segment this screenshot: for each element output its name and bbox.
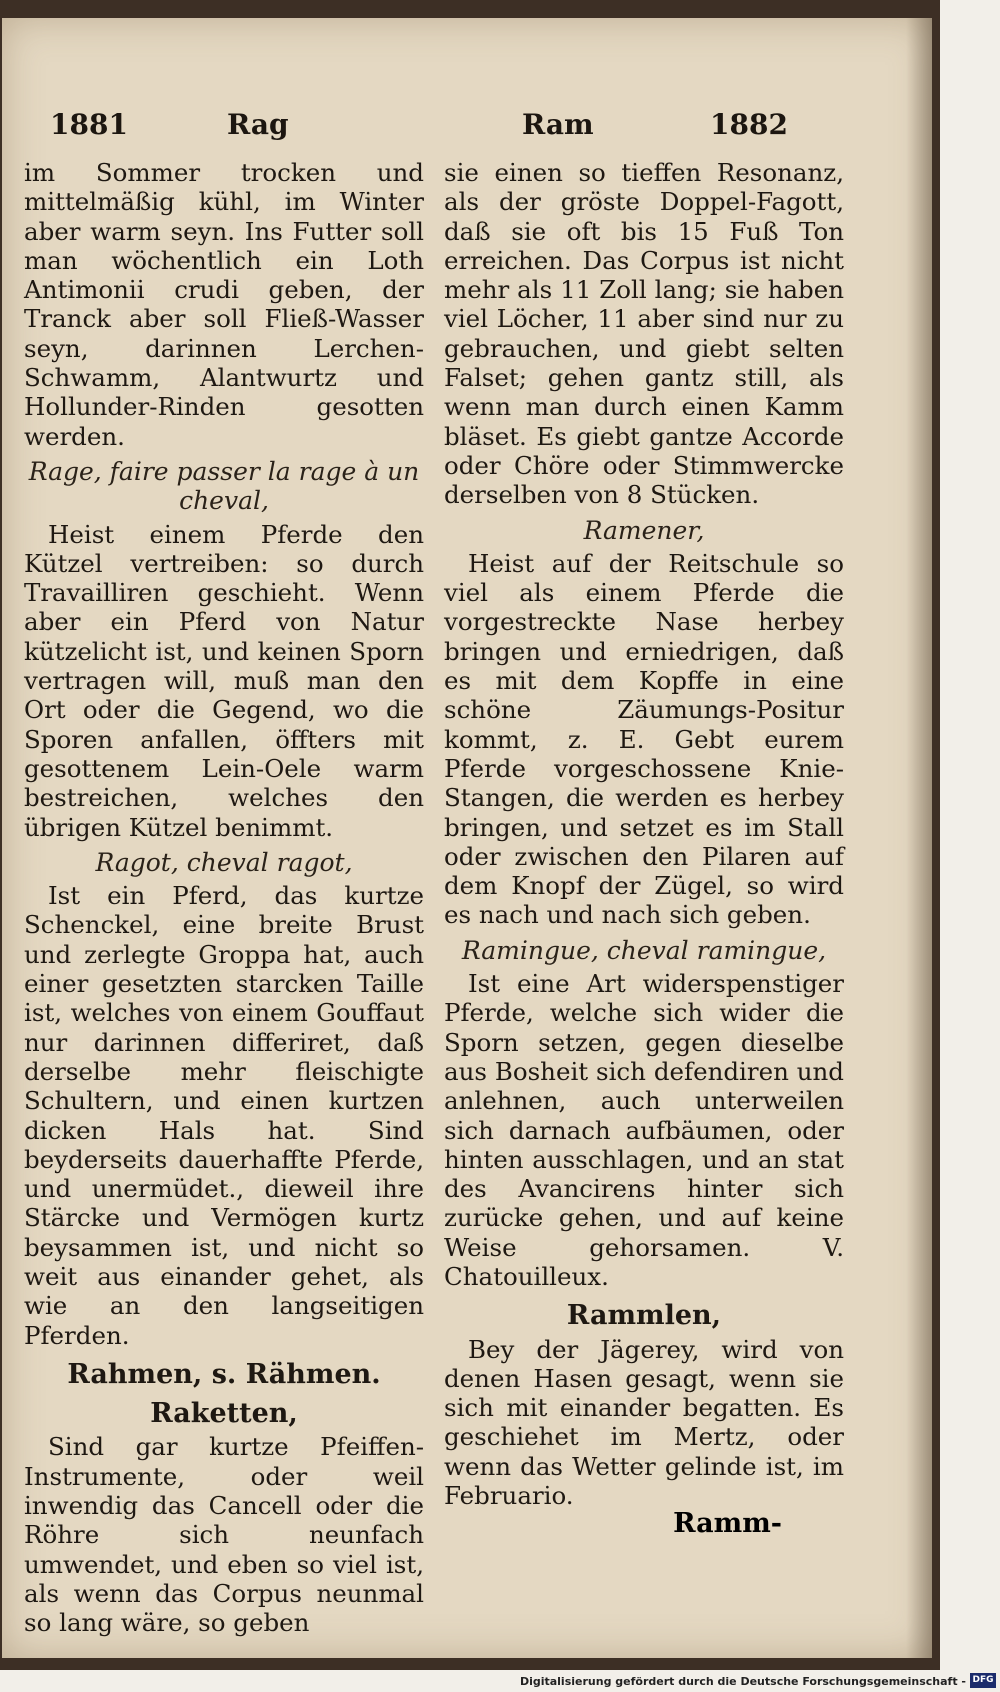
footer-credit: Digitalisierung gefördert durch die Deutsche Forschungsgemeinschaft - [519, 1675, 966, 1688]
right-lemma-ramener: Ramener, [583, 515, 705, 545]
right-paragraph-1: sie einen so tieffen Resonanz, als der gröste Doppel-Fagott, daß sie oft bis 15 Fuß Ton erreichen. Das Corpus ist nicht mehr als 11 Zoll lang; sie haben viel Löcher, 11 aber sind nur zu gebrauchen, und giebt selten Falset; gehen gantz still, als wenn man durch einen Kamm bläset. Es giebt gantze Accorde oder Chöre oder Stimmwercke derselben von 8 Stücken. [444, 158, 844, 510]
running-head-left: Rag [227, 108, 289, 141]
right-paragraph-2: Heist auf der Reitschule so viel als einem Pferde die vorgestreckte Nase herbey bringen und erniedrigen, daß es mit dem Kopffe in eine schöne Zäumungs-Positur kommt, z. E. Gebt eurem Pferde vorgeschossene Knie-Stangen, die werden es herbey bringen, und setzet es im Stall oder zwischen den Pilaren auf dem Knopf der Zügel, so wird es nach und nach sich geben. [444, 548, 844, 930]
left-lemma-ragot: Ragot, cheval ragot, [95, 847, 353, 877]
left-lemma-raketten: Raketten, [150, 1398, 298, 1430]
right-paragraph-4: Bey der Jägerey, wird von denen Hasen gesagt, wenn sie sich mit einander begatten. Es geschiehet im Mertz, oder wenn das Wetter gelinde ist, im Februario. [444, 1334, 844, 1511]
right-lemma-ramingue: Ramingue, cheval ramingue, [461, 935, 827, 965]
dfg-logo-icon: DFG [970, 1673, 996, 1688]
left-paragraph-4: Sind gar kurtze Pfeiffen-Instrumente, oder weil inwendig das Cancell oder die Röhre sich neunfach umwendet, und eben so viel ist, als wenn das Corpus neunmal so lang wäre, so geben [24, 1432, 424, 1638]
digitization-footer [0, 1670, 1000, 1692]
left-lemma-rahmen: Rahmen, s. Rähmen. [67, 1358, 381, 1390]
page-number-left: 1881 [50, 108, 128, 141]
left-paragraph-1: im Sommer trocken und mittelmäßig kühl, im Winter aber warm seyn. Ins Futter soll man wöchentlich ein Loth Antimonii crudi geben, der Tranck aber soll Fließ-Wasser seyn, darinnen Lerchen-Schwamm, Alantwurtz und Hollunder-Rinden gesotten werden. [24, 158, 424, 451]
left-paragraph-2: Heist einem Pferde den Kützel vertreiben: so durch Travailliren geschieht. Wenn aber ein Pferd von Natur kützelicht ist, und keinen Sporn vertragen will, muß man den Ort oder die Gegend, wo die Sporen anfallen, öffters mit gesottenem Lein-Oele warm bestreichen, welches den übrigen Kützel benimmt. [24, 519, 424, 842]
page-number-right: 1882 [710, 108, 788, 141]
left-paragraph-3: Ist ein Pferd, das kurtze Schenckel, eine breite Brust und zerlegte Groppa hat, auch einer gesetzten starcken Taille ist, welches von einem Gouffaut nur darinnen differiret, daß derselbe mehr fleischigte Schultern, und einen kurtzen dicken Hals hat. Sind beyderseits dauerhaffte Pferde, und unermüdet., dieweil ihre Stärcke und Vermögen kurtz beysammen ist, und nicht so weit aus einander gehet, als wie an den langseitigen Pferden. [24, 881, 424, 1350]
catchword: Ramm- [673, 1508, 782, 1539]
book-page [2, 18, 932, 1658]
left-lemma-rage: Rage, faire passer la rage à un cheval, [28, 456, 420, 516]
page-edge-shadow [906, 18, 932, 1658]
right-paragraph-3: Ist eine Art widerspenstiger Pferde, welche sich wider die Sporn setzen, gegen dieselbe aus Bosheit sich defendiren und anlehnen, auch unterweilen sich darnach aufbäumen, oder hinten ausschlagen, und an stat des Avancirens hinter sich zurücke gehen, und auf keine Weise gehorsamen. V. Chatouilleux. [444, 969, 844, 1291]
right-column [444, 158, 844, 1510]
running-head-right: Ram [522, 108, 594, 141]
right-lemma-rammlen: Rammlen, [566, 1300, 722, 1332]
left-column [24, 158, 424, 1638]
